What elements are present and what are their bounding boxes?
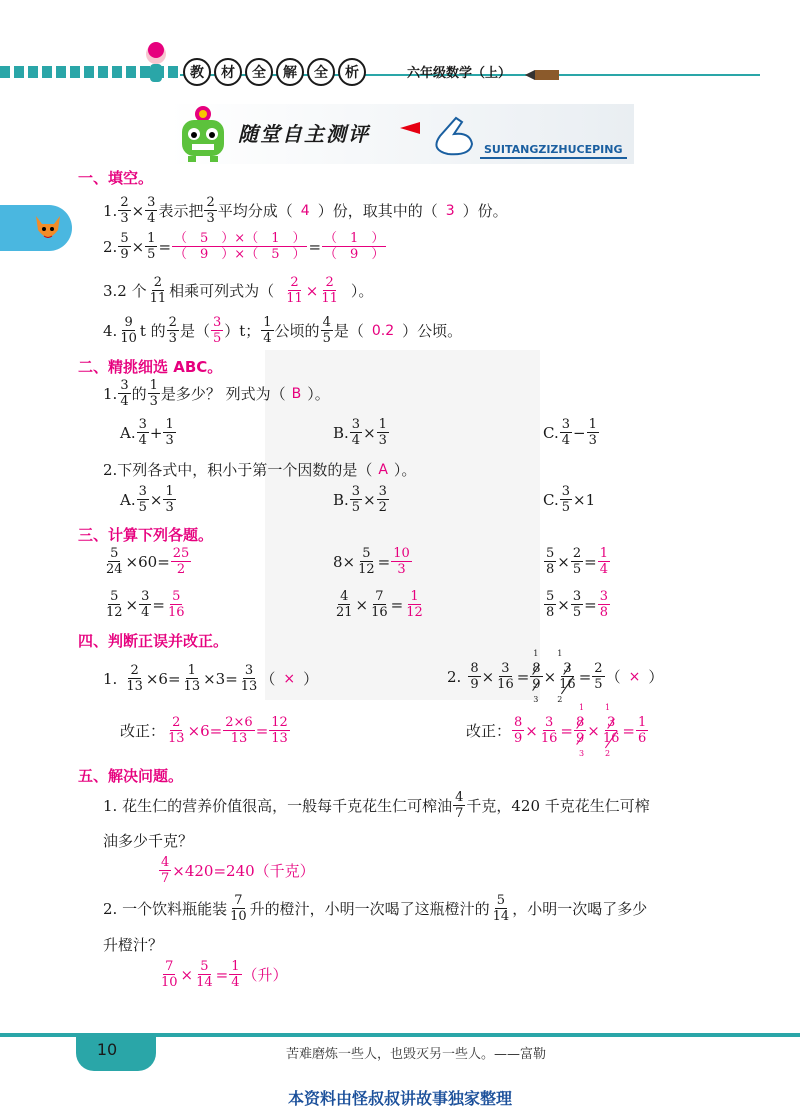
- judge-item-2: 2. $\frac{8}{9}$ × $\frac{3}{16}$ = 1 3 $\frac{8}{9}$ × 1 2 $\frac{3}{16}$ = $\frac{2}{5}$ （ × ）: [447, 649, 664, 704]
- mc-question-1: 1. $\frac{3}{4}$ 的 $\frac{1}{3}$ 是多少？ 列式为（ B ）。: [103, 378, 330, 409]
- mc-answer-2: A: [378, 461, 388, 478]
- section-heading-fill-blank: 一、填空。: [78, 169, 154, 187]
- mc2-option-c: C. $\frac{3}{5}$ ×1: [543, 484, 596, 515]
- calc-item: $\frac{5}{8}$ × $\frac{2}{5}$ = $\frac{1}{4}$: [546, 546, 608, 577]
- calc-item: $\frac{5}{24}$ ×60= $\frac{25}{2}$: [106, 546, 190, 577]
- mc1-option-c: C. $\frac{3}{4}$ − $\frac{1}{3}$: [543, 417, 597, 448]
- word-problem-1: 1. 花生仁的营养价值很高，一般每千克花生仁可榨油 $\frac{4}{7}$ 千克，420 千克花生仁可榨: [103, 790, 650, 821]
- answer-2b: $\frac{( 1 )}{( 9 )}$: [324, 231, 385, 262]
- judge-mark-1: ×: [283, 670, 296, 687]
- answer-1a: 4: [300, 202, 310, 219]
- section-heading-true-false: 四、判断正误并改正。: [78, 632, 229, 650]
- pointing-hand-icon: [400, 116, 480, 160]
- judge-fix-2: 改正： $\frac{8}{9}$ × $\frac{3}{16}$ = 1 3 $\frac{8}{9}$ × 1 2 $\frac{3}{16}$ = $\frac{1}{6}$: [466, 703, 647, 758]
- book-char: 全: [245, 58, 273, 86]
- book-char: 教: [183, 58, 211, 86]
- answer-4a: $\frac{3}{5}$: [212, 315, 222, 346]
- question-2: 2. $\frac{5}{9}$ × $\frac{1}{5}$ = $\frac{( 5 )\times( 1 )}{( 9 )\times( 5 )}$ = $\frac{( 1 )}{( 9 )}$: [103, 231, 385, 262]
- judge-mark-2: ×: [628, 668, 641, 685]
- page-number: 10: [96, 1040, 118, 1059]
- mc2-option-a: A. $\frac{3}{5}$ × $\frac{1}{3}$: [120, 484, 174, 515]
- banner-title: 随堂自主测评: [238, 122, 370, 146]
- fox-mascot-icon: [32, 210, 64, 250]
- mascot-girl-icon: [138, 40, 174, 86]
- book-char: 析: [338, 58, 366, 86]
- word-problem-2: 2. 一个饮料瓶能装 $\frac{7}{10}$ 升的橙汁，小明一次喝了这瓶橙汁的 $\frac{5}{14}$ ，小明一次喝了多少: [103, 893, 648, 924]
- calc-item: $\frac{5}{8}$ × $\frac{3}{5}$ = $\frac{3}{8}$: [546, 589, 608, 620]
- mc1-option-a: A. $\frac{3}{4}$ + $\frac{1}{3}$: [120, 417, 174, 448]
- question-4: 4. $\frac{9}{10}$ t 的 $\frac{2}{3}$ 是（ $\frac{3}{5}$ ）t； $\frac{1}{4}$ 公顷的 $\frac{4}{5}$ 是（ 0.2 ）公顷。: [103, 315, 463, 346]
- section-heading-multiple-choice: 二、精挑细选 ABC。: [78, 358, 223, 376]
- question-3: 3.2 个 $\frac{2}{11}$ 相乘可列式为（ $\frac{2}{11}$ × $\frac{2}{11}$ ）。: [103, 275, 374, 306]
- calc-item: $\frac{4}{21}$ × $\frac{7}{16}$ = $\frac{1}{12}$: [336, 589, 423, 620]
- section-heading-calculation: 三、计算下列各题。: [78, 526, 214, 544]
- word-problem-2-cont: 升橙汁？: [103, 936, 164, 954]
- calc-item: $\frac{5}{12}$ × $\frac{3}{4}$ = $\frac{5}{16}$: [106, 589, 185, 620]
- mc-question-2: 2.下列各式中，积小于第一个因数的是（ A ）。: [103, 461, 417, 479]
- answer-3a: $\frac{2}{11}$: [286, 275, 303, 306]
- mc2-option-b: B. $\frac{3}{5}$ × $\frac{3}{2}$: [333, 484, 387, 515]
- word-solution-1: $\frac{4}{7}$ ×420=240（千克）: [161, 855, 315, 886]
- answer-3b: $\frac{2}{11}$: [321, 275, 338, 306]
- answer-1b: 3: [445, 202, 455, 219]
- book-char: 解: [276, 58, 304, 86]
- section-heading-word-problems: 五、解决问题。: [78, 767, 184, 785]
- answer-2a: $\frac{( 5 )\times( 1 )}{( 9 )\times( 5 )}$: [174, 231, 306, 262]
- book-char: 材: [214, 58, 242, 86]
- grade-label: 六年级数学（上）: [407, 66, 512, 81]
- word-problem-1-cont: 油多少千克？: [103, 832, 194, 850]
- footer-quote: 苦难磨炼一些人，也毁灭另一些人。——富勒: [286, 1047, 547, 1062]
- book-char: 全: [307, 58, 335, 86]
- question-1: 1. $\frac{2}{3}$ × $\frac{3}{4}$ 表示把 $\frac{2}{3}$ 平均分成（ 4 ）份，取其中的（ 3 ）份。: [103, 195, 508, 226]
- pencil-icon: [525, 66, 561, 85]
- footer-credit: 本资料由怪叔叔讲故事独家整理: [287, 1089, 512, 1108]
- calc-item: 8× $\frac{5}{12}$ = $\frac{10}{3}$: [333, 546, 410, 577]
- book-title: [183, 58, 369, 86]
- banner-pinyin: SUITANGZIZHUCEPING: [480, 143, 627, 159]
- judge-item-1: 1. $\frac{2}{13}$ ×6= $\frac{1}{13}$ ×3= $\frac{3}{13}$ （ × ）: [103, 663, 319, 694]
- judge-fix-1: 改正： $\frac{2}{13}$ ×6= $\frac{2\times 6}{13}$ = $\frac{12}{13}$: [120, 715, 288, 746]
- mc1-option-b: B. $\frac{3}{4}$ × $\frac{1}{3}$: [333, 417, 387, 448]
- word-solution-2: $\frac{7}{10}$ × $\frac{5}{14}$ = $\frac{1}{4}$ （升）: [161, 959, 288, 990]
- monster-mascot-icon: [172, 102, 234, 168]
- mc-answer-1: B: [291, 385, 302, 402]
- answer-4b: 0.2: [371, 322, 395, 339]
